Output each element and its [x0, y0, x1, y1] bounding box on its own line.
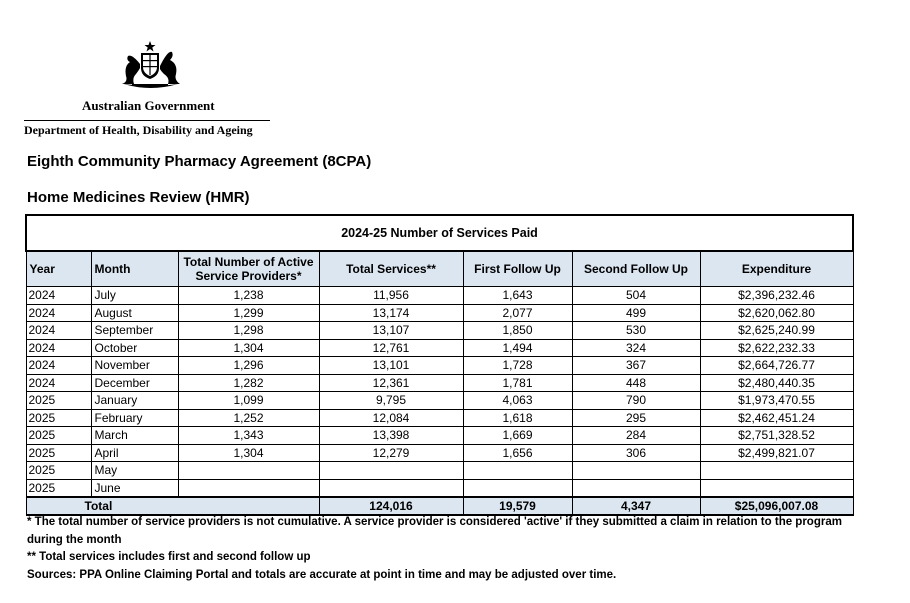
- table-row: [26, 427, 853, 445]
- cell-second-follow-up: [572, 479, 700, 497]
- cell-expenditure: [700, 479, 853, 497]
- cell-providers: 1,282: [178, 374, 319, 392]
- table-row: [26, 322, 853, 340]
- cell-expenditure: $1,973,470.55: [700, 392, 853, 410]
- cell-year: 2024: [26, 357, 91, 375]
- cell-providers: 1,304: [178, 339, 319, 357]
- total-row: [26, 497, 853, 515]
- cell-year: 2024: [26, 304, 91, 322]
- cell-expenditure: [700, 462, 853, 480]
- col-header-expenditure: Expenditure: [700, 251, 853, 287]
- agreement-title: Eighth Community Pharmacy Agreement (8CPA): [27, 153, 372, 170]
- col-header-first-follow-up: First Follow Up: [463, 251, 572, 287]
- cell-expenditure: $2,751,328.52: [700, 427, 853, 445]
- cell-second-follow-up: 284: [572, 427, 700, 445]
- cell-first-follow-up: 1,728: [463, 357, 572, 375]
- cell-first-follow-up: 1,494: [463, 339, 572, 357]
- table-header-row: [26, 251, 853, 287]
- cell-first-follow-up: 4,063: [463, 392, 572, 410]
- table-row: [26, 479, 853, 497]
- cell-month: March: [91, 427, 178, 445]
- cell-expenditure: $2,499,821.07: [700, 444, 853, 462]
- footnote-sources: Sources: PPA Online Claiming Portal and totals are accurate at point in time and may be adjusted over time.: [27, 568, 617, 581]
- cell-providers: 1,099: [178, 392, 319, 410]
- total-label: Total: [26, 497, 319, 515]
- cell-total-services: 9,795: [319, 392, 463, 410]
- cell-expenditure: $2,622,232.33: [700, 339, 853, 357]
- cell-providers: 1,343: [178, 427, 319, 445]
- table-row: [26, 409, 853, 427]
- table-row: [26, 339, 853, 357]
- department-name: Department of Health, Disability and Ageing: [24, 123, 253, 137]
- cell-total-services: 12,084: [319, 409, 463, 427]
- cell-year: 2025: [26, 479, 91, 497]
- cell-month: November: [91, 357, 178, 375]
- cell-month: July: [91, 287, 178, 305]
- cell-expenditure: $2,480,440.35: [700, 374, 853, 392]
- cell-year: 2025: [26, 462, 91, 480]
- cell-providers: 1,238: [178, 287, 319, 305]
- cell-second-follow-up: 790: [572, 392, 700, 410]
- table-body: [26, 287, 853, 498]
- cell-providers: 1,304: [178, 444, 319, 462]
- col-header-second-follow-up: Second Follow Up: [572, 251, 700, 287]
- cell-first-follow-up: 1,656: [463, 444, 572, 462]
- cell-second-follow-up: 530: [572, 322, 700, 340]
- cell-expenditure: $2,664,726.77: [700, 357, 853, 375]
- cell-first-follow-up: 1,850: [463, 322, 572, 340]
- cell-year: 2024: [26, 339, 91, 357]
- col-header-year: Year: [26, 251, 91, 287]
- table-row: [26, 462, 853, 480]
- cell-total-services: 12,361: [319, 374, 463, 392]
- cell-first-follow-up: 1,643: [463, 287, 572, 305]
- cell-total-services: 13,174: [319, 304, 463, 322]
- footnote-total-services: ** Total services includes first and second follow up: [27, 551, 311, 563]
- cell-expenditure: $2,625,240.99: [700, 322, 853, 340]
- cell-year: 2025: [26, 409, 91, 427]
- cell-second-follow-up: 306: [572, 444, 700, 462]
- cell-month: January: [91, 392, 178, 410]
- cell-month: December: [91, 374, 178, 392]
- cell-total-services: 13,101: [319, 357, 463, 375]
- total-first-follow-up-value: 19,579: [463, 497, 572, 515]
- cell-month: April: [91, 444, 178, 462]
- cell-second-follow-up: 295: [572, 409, 700, 427]
- government-name: Australian Government: [82, 98, 215, 113]
- cell-month: May: [91, 462, 178, 480]
- cell-first-follow-up: 1,618: [463, 409, 572, 427]
- cell-second-follow-up: 448: [572, 374, 700, 392]
- table-row: [26, 287, 853, 305]
- cell-second-follow-up: [572, 462, 700, 480]
- cell-month: August: [91, 304, 178, 322]
- cell-year: 2025: [26, 427, 91, 445]
- cell-total-services: 13,107: [319, 322, 463, 340]
- cell-total-services: 12,279: [319, 444, 463, 462]
- cell-month: February: [91, 409, 178, 427]
- cell-providers: 1,298: [178, 322, 319, 340]
- cell-total-services: 12,761: [319, 339, 463, 357]
- cell-total-services: [319, 479, 463, 497]
- total-expenditure-value: $25,096,007.08: [700, 497, 853, 515]
- cell-providers: 1,296: [178, 357, 319, 375]
- government-logo: [24, 40, 274, 138]
- cell-second-follow-up: 367: [572, 357, 700, 375]
- footnote-providers: * The total number of service providers is not cumulative. A service provider is considered 'active' if they submitted a claim in relation to the program during the month: [27, 516, 842, 546]
- table-title: 2024-25 Number of Services Paid: [26, 215, 853, 251]
- cell-total-services: [319, 462, 463, 480]
- cell-total-services: 13,398: [319, 427, 463, 445]
- cell-providers: [178, 479, 319, 497]
- cell-providers: 1,252: [178, 409, 319, 427]
- cell-month: October: [91, 339, 178, 357]
- cell-first-follow-up: 1,669: [463, 427, 572, 445]
- cell-providers: 1,299: [178, 304, 319, 322]
- table-row: [26, 392, 853, 410]
- cell-year: 2024: [26, 374, 91, 392]
- cell-month: June: [91, 479, 178, 497]
- cell-year: 2025: [26, 444, 91, 462]
- table-row: [26, 444, 853, 462]
- cell-first-follow-up: [463, 479, 572, 497]
- program-title: Home Medicines Review (HMR): [27, 189, 250, 206]
- cell-expenditure: $2,620,062.80: [700, 304, 853, 322]
- col-header-providers: Total Number of Active Service Providers*: [178, 251, 319, 287]
- col-header-month: Month: [91, 251, 178, 287]
- coat-of-arms-icon: [110, 40, 190, 90]
- cell-expenditure: $2,396,232.46: [700, 287, 853, 305]
- cell-year: 2024: [26, 287, 91, 305]
- cell-year: 2024: [26, 322, 91, 340]
- cell-first-follow-up: [463, 462, 572, 480]
- table-row: [26, 374, 853, 392]
- table-row: [26, 357, 853, 375]
- total-second-follow-up-value: 4,347: [572, 497, 700, 515]
- cell-second-follow-up: 499: [572, 304, 700, 322]
- cell-year: 2025: [26, 392, 91, 410]
- cell-second-follow-up: 324: [572, 339, 700, 357]
- cell-first-follow-up: 2,077: [463, 304, 572, 322]
- total-services-value: 124,016: [319, 497, 463, 515]
- cell-total-services: 11,956: [319, 287, 463, 305]
- cell-first-follow-up: 1,781: [463, 374, 572, 392]
- services-table: [25, 214, 854, 516]
- cell-providers: [178, 462, 319, 480]
- cell-second-follow-up: 504: [572, 287, 700, 305]
- cell-month: September: [91, 322, 178, 340]
- logo-divider: [24, 120, 270, 121]
- col-header-total-services: Total Services**: [319, 251, 463, 287]
- table-row: [26, 304, 853, 322]
- cell-expenditure: $2,462,451.24: [700, 409, 853, 427]
- footnotes: [27, 514, 857, 584]
